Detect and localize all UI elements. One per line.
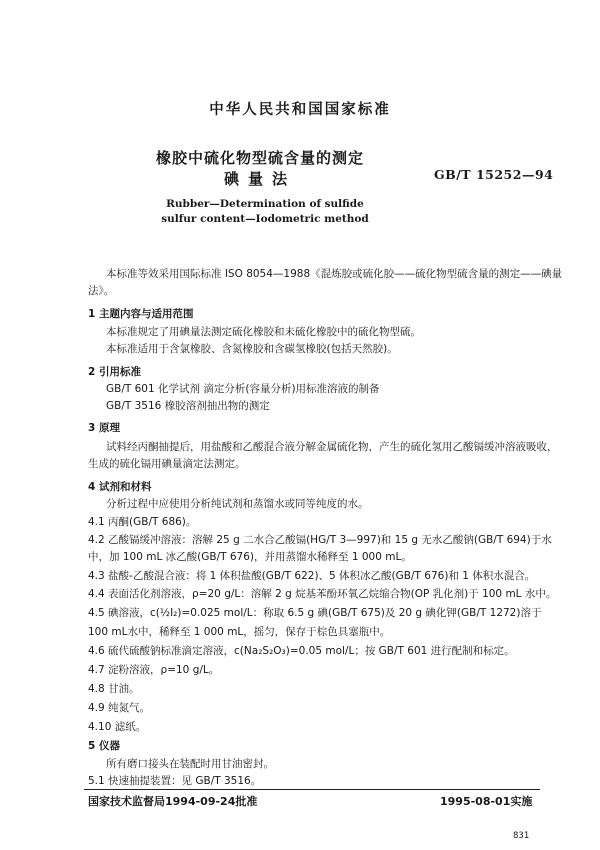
footer-rule bbox=[84, 789, 540, 790]
item-4-9: 4.9 纯氮气。 bbox=[88, 702, 151, 714]
title-en-line1: Rubber—Determination of sulfide bbox=[166, 198, 364, 210]
title-cn-line2: 碘量法 bbox=[223, 170, 296, 188]
item-4-7: 4.7 淀粉溶液，ρ=10 g/L。 bbox=[88, 664, 220, 676]
standard-header: 中华人民共和国国家标准 bbox=[209, 102, 391, 118]
section-5-para1: 所有磨口接头在装配时用甘油密封。 bbox=[106, 758, 274, 770]
item-5-1: 5.1 快速抽提装置：见 GB/T 3516。 bbox=[88, 775, 262, 787]
item-4-4: 4.4 表面活化剂溶液，ρ=20 g/L：溶解 2 g 烷基苯酚环氧乙烷缩合物(OP 乳化剂)于 100 mL 水中。 bbox=[88, 588, 557, 600]
implementation-date: 1995-08-01实施 bbox=[440, 795, 533, 808]
section-2-title: 2 引用标准 bbox=[88, 366, 141, 378]
section-4-title: 4 试剂和材料 bbox=[88, 481, 152, 493]
section-3-para2: 生成的硫化镉用碘量滴定法测定。 bbox=[88, 458, 246, 470]
item-4-5-line1: 4.5 碘溶液，c(½I₂)=0.025 mol/L：称取 6.5 g 碘(GB/T 675)及 20 g 碘化钾(GB/T 1272)溶于 bbox=[88, 607, 542, 619]
item-4-5-line2: 100 mL水中，稀释至 1 000 mL，摇匀，保存于棕色具塞瓶中。 bbox=[88, 626, 391, 638]
page-number: 831 bbox=[513, 831, 530, 841]
title-en-line2: sulfur content—Iodometric method bbox=[161, 213, 369, 225]
item-4-2-line1: 4.2 乙酸镉缓冲溶液：溶解 25 g 二水合乙酸镉(HG/T 3—997)和 15 g 无水乙酸钠(GB/T 694)于水 bbox=[88, 534, 552, 546]
item-4-3: 4.3 盐酸-乙酸混合液：将 1 体积盐酸(GB/T 622)、5 体积冰乙酸(GB/T 676)和 1 体积水混合。 bbox=[88, 570, 536, 582]
item-4-8: 4.8 甘油。 bbox=[88, 683, 140, 695]
section-1-para2: 本标准适用于含氯橡胶、含氮橡胶和含碳氢橡胶(包括天然胶)。 bbox=[106, 343, 398, 355]
item-4-1: 4.1 丙酮(GB/T 686)。 bbox=[88, 516, 197, 528]
item-4-2-line2: 中，加 100 mL 冰乙酸(GB/T 676)，并用蒸馏水稀释至 1 000 mL。 bbox=[88, 551, 412, 563]
section-5-title: 5 仪器 bbox=[88, 740, 120, 752]
title-cn-line1: 橡胶中硫化物型硫含量的测定 bbox=[155, 149, 364, 167]
approval-date: 国家技术监督局1994-09-24批准 bbox=[88, 795, 258, 808]
section-4-intro: 分析过程中应使用分析纯试剂和蒸馏水或同等纯度的水。 bbox=[106, 498, 369, 510]
reference-1: GB/T 601 化学试剂 滴定分析(容量分析)用标准溶液的制备 bbox=[106, 383, 380, 395]
section-3-title: 3 原理 bbox=[88, 422, 120, 434]
section-1-para1: 本标准规定了用碘量法测定硫化橡胶和未硫化橡胶中的硫化物型硫。 bbox=[106, 326, 421, 338]
item-4-10: 4.10 滤纸。 bbox=[88, 721, 147, 733]
section-1-title: 1 主题内容与适用范围 bbox=[88, 308, 194, 320]
intro-line2: 法》。 bbox=[88, 285, 115, 297]
item-4-6: 4.6 硫代硫酸钠标准滴定溶液，c(Na₂S₂O₃)=0.05 mol/L；按 GB/T 601 进行配制和标定。 bbox=[88, 645, 515, 657]
standard-code: GB/T 15252—94 bbox=[434, 167, 554, 182]
section-3-para1: 试料经丙酮抽提后，用盐酸和乙酸混合液分解金属硫化物，产生的硫化氢用乙酸镉缓冲溶液吸收， bbox=[106, 441, 558, 453]
intro-line1: 本标准等效采用国际标准 ISO 8054—1988《混炼胶或硫化胶——硫化物型硫含量的测定——碘量 bbox=[106, 268, 563, 280]
reference-2: GB/T 3516 橡胶溶剂抽出物的测定 bbox=[106, 400, 270, 412]
